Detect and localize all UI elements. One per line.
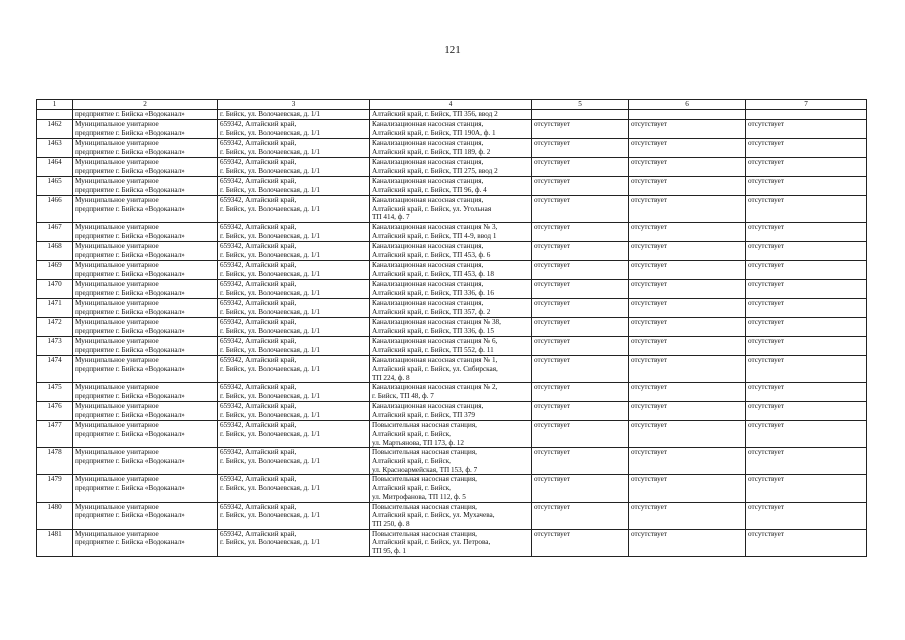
cell-object: Алтайский край, г. Бийск, ТП 356, ввод 2 — [370, 110, 532, 120]
cell-number: 1480 — [37, 502, 73, 529]
cell-col7: отсутствует — [746, 120, 867, 139]
table-row — [37, 242, 867, 261]
table-row — [37, 402, 867, 421]
cell-owner: Муниципальное унитарное предприятие г. Бийска «Водоканал» — [73, 383, 218, 402]
cell-col5: отсутствует — [532, 402, 629, 421]
cell-col5: отсутствует — [532, 529, 629, 556]
cell-owner: Муниципальное унитарное предприятие г. Бийска «Водоканал» — [73, 177, 218, 196]
cell-owner: Муниципальное унитарное предприятие г. Бийска «Водоканал» — [73, 196, 218, 223]
cell-address: 659342, Алтайский край, г. Бийск, ул. Волочаевская, д. 1/1 — [218, 120, 370, 139]
cell-number: 1472 — [37, 318, 73, 337]
cell-col6: отсутствует — [629, 402, 746, 421]
table-row — [37, 337, 867, 356]
cell-col6: отсутствует — [629, 383, 746, 402]
table-row — [37, 280, 867, 299]
cell-address: 659342, Алтайский край, г. Бийск, ул. Волочаевская, д. 1/1 — [218, 177, 370, 196]
cell-number: 1464 — [37, 158, 73, 177]
cell-col5: отсутствует — [532, 421, 629, 448]
cell-number: 1465 — [37, 177, 73, 196]
cell-address: 659342, Алтайский край, г. Бийск, ул. Волочаевская, д. 1/1 — [218, 196, 370, 223]
cell-address: 659342, Алтайский край, г. Бийск, ул. Волочаевская, д. 1/1 — [218, 402, 370, 421]
cell-col5: отсутствует — [532, 139, 629, 158]
table-row — [37, 475, 867, 502]
cell-number: 1466 — [37, 196, 73, 223]
table-row — [37, 158, 867, 177]
cell-owner: Муниципальное унитарное предприятие г. Бийска «Водоканал» — [73, 223, 218, 242]
page-number: 121 — [444, 44, 461, 56]
cell-object: Повысительная насосная станция, Алтайский край, г. Бийск, ул. Мартьянова, ТП 173, ф. 12 — [370, 421, 532, 448]
cell-owner: Муниципальное унитарное предприятие г. Бийска «Водоканал» — [73, 402, 218, 421]
cell-object: Канализационная насосная станция, Алтайский край, г. Бийск, ул. Угольная ТП 414, ф. 7 — [370, 196, 532, 223]
column-number: 2 — [73, 100, 218, 110]
column-number: 7 — [746, 100, 867, 110]
table-row — [37, 383, 867, 402]
cell-col5: отсутствует — [532, 120, 629, 139]
cell-col7: отсутствует — [746, 337, 867, 356]
cell-owner: Муниципальное унитарное предприятие г. Бийска «Водоканал» — [73, 502, 218, 529]
cell-object: Канализационная насосная станция, Алтайский край, г. Бийск, ТП 96, ф. 4 — [370, 177, 532, 196]
cell-number: 1476 — [37, 402, 73, 421]
cell-owner: Муниципальное унитарное предприятие г. Бийска «Водоканал» — [73, 475, 218, 502]
table-row — [37, 139, 867, 158]
cell-address: 659342, Алтайский край, г. Бийск, ул. Волочаевская, д. 1/1 — [218, 448, 370, 475]
cell-col5: отсутствует — [532, 242, 629, 261]
cell-number: 1479 — [37, 475, 73, 502]
cell-col7 — [746, 110, 867, 120]
cell-col7: отсутствует — [746, 318, 867, 337]
cell-object: Повысительная насосная станция, Алтайский край, г. Бийск, ул. Мухачева, ТП 250, ф. 8 — [370, 502, 532, 529]
cell-col6: отсутствует — [629, 223, 746, 242]
registry-table — [36, 99, 867, 557]
cell-address: 659342, Алтайский край, г. Бийск, ул. Волочаевская, д. 1/1 — [218, 223, 370, 242]
cell-col6: отсутствует — [629, 299, 746, 318]
cell-owner: Муниципальное унитарное предприятие г. Бийска «Водоканал» — [73, 261, 218, 280]
cell-owner: Муниципальное унитарное предприятие г. Бийска «Водоканал» — [73, 356, 218, 383]
cell-number: 1475 — [37, 383, 73, 402]
cell-address: 659342, Алтайский край, г. Бийск, ул. Волочаевская, д. 1/1 — [218, 421, 370, 448]
cell-object: Канализационная насосная станция № 38, Алтайский край, г. Бийск, ТП 336, ф. 15 — [370, 318, 532, 337]
cell-object: Повысительная насосная станция, Алтайский край, г. Бийск, ул. Петрова, ТП 95, ф. 1 — [370, 529, 532, 556]
cell-address: 659342, Алтайский край, г. Бийск, ул. Волочаевская, д. 1/1 — [218, 383, 370, 402]
cell-address: 659342, Алтайский край, г. Бийск, ул. Волочаевская, д. 1/1 — [218, 318, 370, 337]
cell-col5: отсутствует — [532, 383, 629, 402]
table-row — [37, 120, 867, 139]
cell-col5: отсутствует — [532, 475, 629, 502]
cell-address: 659342, Алтайский край, г. Бийск, ул. Волочаевская, д. 1/1 — [218, 299, 370, 318]
table-row — [37, 223, 867, 242]
cell-col5: отсутствует — [532, 502, 629, 529]
cell-col5: отсутствует — [532, 158, 629, 177]
cell-address: 659342, Алтайский край, г. Бийск, ул. Волочаевская, д. 1/1 — [218, 502, 370, 529]
cell-col7: отсутствует — [746, 158, 867, 177]
cell-col5: отсутствует — [532, 261, 629, 280]
cell-address: г. Бийск, ул. Волочаевская, д. 1/1 — [218, 110, 370, 120]
cell-address: 659342, Алтайский край, г. Бийск, ул. Волочаевская, д. 1/1 — [218, 475, 370, 502]
cell-object: Повысительная насосная станция, Алтайский край, г. Бийск, ул. Красноармейская, ТП 153, ф. 7 — [370, 448, 532, 475]
cell-col6: отсутствует — [629, 139, 746, 158]
table-row — [37, 502, 867, 529]
cell-owner: Муниципальное унитарное предприятие г. Бийска «Водоканал» — [73, 318, 218, 337]
cell-col7: отсутствует — [746, 299, 867, 318]
cell-col7: отсутствует — [746, 475, 867, 502]
cell-object: Канализационная насосная станция № 1, Алтайский край, г. Бийск, ул. Сибирская, ТП 224, ф. 8 — [370, 356, 532, 383]
table-row — [37, 421, 867, 448]
column-number: 4 — [370, 100, 532, 110]
cell-col5: отсутствует — [532, 299, 629, 318]
cell-col7: отсутствует — [746, 177, 867, 196]
cell-object: Повысительная насосная станция, Алтайский край, г. Бийск, ул. Митрофанова, ТП 112, ф. 5 — [370, 475, 532, 502]
table-row — [37, 261, 867, 280]
cell-address: 659342, Алтайский край, г. Бийск, ул. Волочаевская, д. 1/1 — [218, 261, 370, 280]
cell-col5 — [532, 110, 629, 120]
cell-owner: предприятие г. Бийска «Водоканал» — [73, 110, 218, 120]
cell-col7: отсутствует — [746, 421, 867, 448]
cell-col6: отсутствует — [629, 196, 746, 223]
cell-object: Канализационная насосная станция, Алтайский край, г. Бийск, ТП 379 — [370, 402, 532, 421]
cell-col6: отсутствует — [629, 242, 746, 261]
cell-owner: Муниципальное унитарное предприятие г. Бийска «Водоканал» — [73, 448, 218, 475]
cell-col6: отсутствует — [629, 337, 746, 356]
cell-col7: отсутствует — [746, 261, 867, 280]
cell-col7: отсутствует — [746, 139, 867, 158]
cell-object: Канализационная насосная станция, Алтайский край, г. Бийск, ТП 453, ф. 18 — [370, 261, 532, 280]
column-number: 1 — [37, 100, 73, 110]
cell-object: Канализационная насосная станция № 3, Алтайский край, г. Бийск, ТП 4-9, ввод 1 — [370, 223, 532, 242]
cell-number: 1478 — [37, 448, 73, 475]
cell-col6: отсутствует — [629, 158, 746, 177]
cell-col6 — [629, 110, 746, 120]
table-row — [37, 299, 867, 318]
cell-col6: отсутствует — [629, 318, 746, 337]
cell-col7: отсутствует — [746, 383, 867, 402]
continuation-row — [37, 110, 867, 120]
column-number-row — [37, 100, 867, 110]
cell-number: 1467 — [37, 223, 73, 242]
table-row — [37, 318, 867, 337]
cell-number: 1468 — [37, 242, 73, 261]
cell-number: 1473 — [37, 337, 73, 356]
cell-address: 659342, Алтайский край, г. Бийск, ул. Волочаевская, д. 1/1 — [218, 280, 370, 299]
cell-col7: отсутствует — [746, 356, 867, 383]
cell-number: 1471 — [37, 299, 73, 318]
cell-col7: отсутствует — [746, 223, 867, 242]
cell-col6: отсутствует — [629, 280, 746, 299]
cell-number: 1470 — [37, 280, 73, 299]
column-number: 6 — [629, 100, 746, 110]
cell-number: 1469 — [37, 261, 73, 280]
cell-address: 659342, Алтайский край, г. Бийск, ул. Волочаевская, д. 1/1 — [218, 529, 370, 556]
cell-number: 1462 — [37, 120, 73, 139]
table-row — [37, 529, 867, 556]
cell-object: Канализационная насосная станция № 2, г. Бийск, ТП 48, ф. 7 — [370, 383, 532, 402]
cell-col5: отсутствует — [532, 196, 629, 223]
cell-col5: отсутствует — [532, 356, 629, 383]
cell-col6: отсутствует — [629, 356, 746, 383]
cell-col6: отсутствует — [629, 502, 746, 529]
cell-col5: отсутствует — [532, 448, 629, 475]
cell-col5: отсутствует — [532, 337, 629, 356]
cell-number: 1477 — [37, 421, 73, 448]
cell-col6: отсутствует — [629, 120, 746, 139]
cell-col7: отсутствует — [746, 196, 867, 223]
cell-col6: отсутствует — [629, 448, 746, 475]
cell-object: Канализационная насосная станция, Алтайский край, г. Бийск, ТП 453, ф. 6 — [370, 242, 532, 261]
cell-col7: отсутствует — [746, 529, 867, 556]
cell-object: Канализационная насосная станция, Алтайский край, г. Бийск, ТП 190А, ф. 1 — [370, 120, 532, 139]
cell-number: 1474 — [37, 356, 73, 383]
cell-object: Канализационная насосная станция, Алтайский край, г. Бийск, ТП 189, ф. 2 — [370, 139, 532, 158]
cell-address: 659342, Алтайский край, г. Бийск, ул. Волочаевская, д. 1/1 — [218, 356, 370, 383]
cell-owner: Муниципальное унитарное предприятие г. Бийска «Водоканал» — [73, 421, 218, 448]
cell-col5: отсутствует — [532, 223, 629, 242]
cell-col7: отсутствует — [746, 280, 867, 299]
table-row — [37, 356, 867, 383]
cell-number: 1463 — [37, 139, 73, 158]
cell-owner: Муниципальное унитарное предприятие г. Бийска «Водоканал» — [73, 280, 218, 299]
cell-col7: отсутствует — [746, 502, 867, 529]
cell-col6: отсутствует — [629, 475, 746, 502]
cell-col6: отсутствует — [629, 529, 746, 556]
cell-owner: Муниципальное унитарное предприятие г. Бийска «Водоканал» — [73, 529, 218, 556]
cell-owner: Муниципальное унитарное предприятие г. Бийска «Водоканал» — [73, 120, 218, 139]
cell-address: 659342, Алтайский край, г. Бийск, ул. Волочаевская, д. 1/1 — [218, 337, 370, 356]
cell-object: Канализационная насосная станция, Алтайский край, г. Бийск, ТП 275, ввод 2 — [370, 158, 532, 177]
column-number: 5 — [532, 100, 629, 110]
cell-number: 1481 — [37, 529, 73, 556]
cell-object: Канализационная насосная станция, Алтайский край, г. Бийск, ТП 357, ф. 2 — [370, 299, 532, 318]
cell-number — [37, 110, 73, 120]
cell-object: Канализационная насосная станция, Алтайский край, г. Бийск, ТП 336, ф. 16 — [370, 280, 532, 299]
cell-address: 659342, Алтайский край, г. Бийск, ул. Волочаевская, д. 1/1 — [218, 139, 370, 158]
table-row — [37, 177, 867, 196]
cell-owner: Муниципальное унитарное предприятие г. Бийска «Водоканал» — [73, 139, 218, 158]
cell-col7: отсутствует — [746, 242, 867, 261]
cell-col5: отсутствует — [532, 318, 629, 337]
cell-col6: отсутствует — [629, 421, 746, 448]
cell-col5: отсутствует — [532, 280, 629, 299]
cell-col6: отсутствует — [629, 261, 746, 280]
cell-address: 659342, Алтайский край, г. Бийск, ул. Волочаевская, д. 1/1 — [218, 158, 370, 177]
table-row — [37, 448, 867, 475]
cell-owner: Муниципальное унитарное предприятие г. Бийска «Водоканал» — [73, 242, 218, 261]
cell-owner: Муниципальное унитарное предприятие г. Бийска «Водоканал» — [73, 337, 218, 356]
cell-address: 659342, Алтайский край, г. Бийск, ул. Волочаевская, д. 1/1 — [218, 242, 370, 261]
table-row — [37, 196, 867, 223]
cell-col6: отсутствует — [629, 177, 746, 196]
cell-owner: Муниципальное унитарное предприятие г. Бийска «Водоканал» — [73, 299, 218, 318]
cell-object: Канализационная насосная станция № 6, Алтайский край, г. Бийск, ТП 552, ф. 11 — [370, 337, 532, 356]
cell-col5: отсутствует — [532, 177, 629, 196]
column-number: 3 — [218, 100, 370, 110]
cell-owner: Муниципальное унитарное предприятие г. Бийска «Водоканал» — [73, 158, 218, 177]
cell-col7: отсутствует — [746, 448, 867, 475]
cell-col7: отсутствует — [746, 402, 867, 421]
